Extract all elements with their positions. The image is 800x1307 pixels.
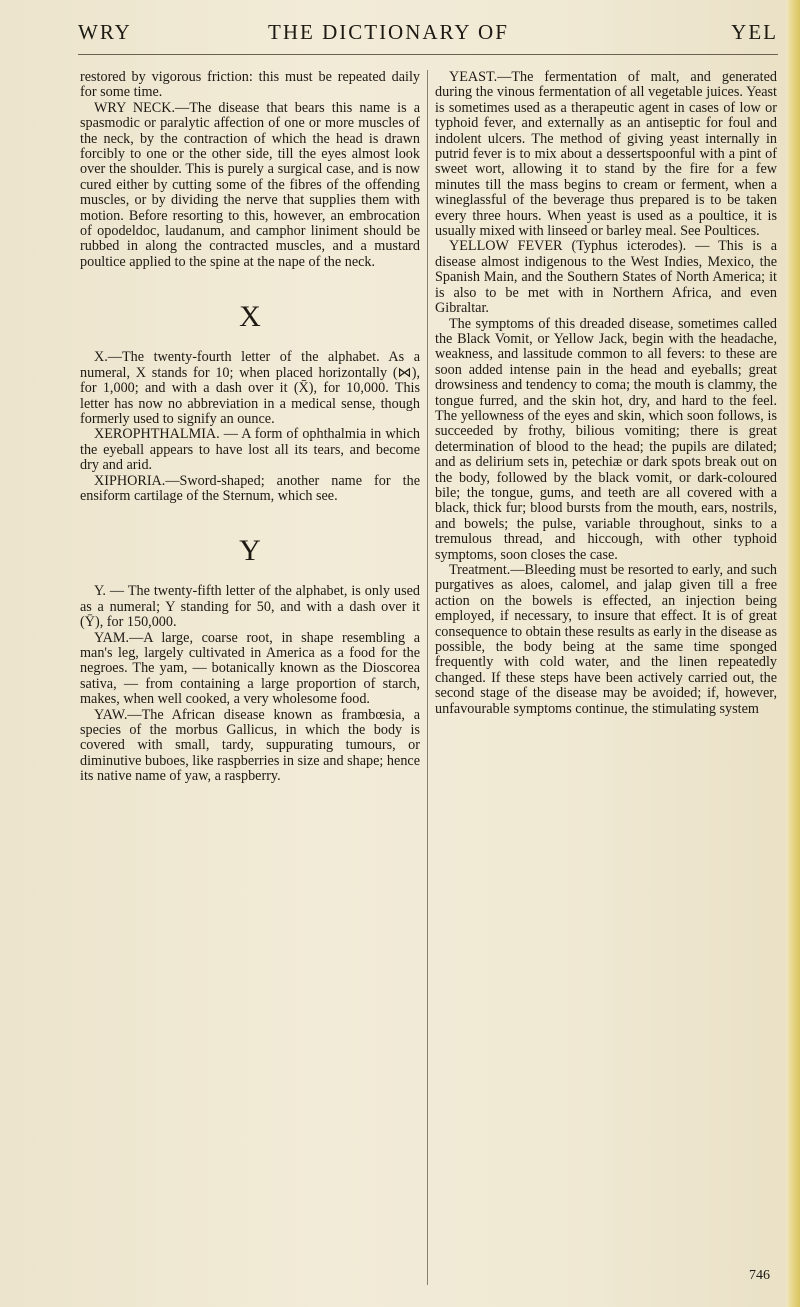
entry-wry-neck: WRY NECK.—The disease that bears this name is a spasmodic or paralytic affection of one or more muscles of the neck, by the contraction of which the head is drawn forcibly to one or the other side, till the eyes almost look over the shoulder. This is purely a surgical case, and is now cured either by cutting some of the fibres of the offending muscles, or by dividing the nerve that supplies them with motion. Before resorting to this, however, an embrocation of opodeldoc, laudanum, and camphor liniment should be rubbed in along the contracted muscles, and a mustard poultice applied to the spine at the nape of the neck. xyxy=(80,99,420,270)
paragraph: restored by vigorous friction: this must be repeated daily for some time. xyxy=(80,69,420,101)
right-column xyxy=(435,70,777,717)
entry-yellow-fever-treatment: Treatment.—Bleeding must be resorted to early, and such purgatives as aloes, calomel, and jalap given till a free action on the bowels is effected, an injection being employed, if necessary, to insure that effect. It is of great consequence to obtain these results as early in the disease as possible, the body being at the same time sponged frequently with cold water, and the linen repeatedly changed. If these steps have been actively carried out, the second stage of the disease may be avoided; if, however, unfavourable symptoms continue, the stimulating system xyxy=(435,562,777,717)
entry-yam: YAM.—A large, coarse root, in shape resembling a man's leg, largely cultivated in America as a food for the negroes. The yam, — botanically known as the Dioscorea sativa, — from containing a large proportion of starch, makes, when well cooked, a very wholesome food. xyxy=(80,629,420,708)
header-left: WRY xyxy=(78,20,132,44)
entry-yaw: YAW.—The African disease known as frambœsia, a species of the morbus Gallicus, in which the body is covered with small, tardy, suppurating tumours, or diminutive buboes, like raspberries in size and shape; hence its native name of yaw, a raspberry. xyxy=(80,706,421,785)
entry-yellow-fever: YELLOW FEVER (Typhus icterodes). — This is a disease almost indigenous to the West Indies, Mexico, the Spanish Main, and the Southern States of North America; it is also to be met with in Northern Africa, and even Gibraltar. xyxy=(435,238,777,317)
section-letter-x: X xyxy=(239,300,261,334)
column-divider xyxy=(427,70,428,1285)
entry-yellow-fever-symptoms: The symptoms of this dreaded disease, sometimes called the Black Vomit, or Yellow Jack, begin with the headache, weakness, and lassitude common to all fevers: to these are soon added intense pain in the head and eyeballs; great drowsiness and tendency to coma; the mouth is clammy, the tongue furred, and the skin hot, dry, and hard to the feel. The yellowness of the eyes and skin, which soon follows, is succeeded by frothy, bilious vomiting; there is great determination of blood to the head; the pupils are dilated; and as delirium sets in, petechiæ or dark spots break out on the body, followed by the black vomit, or dark-coloured bile; the tongue, gums, and teeth are all covered with a black, thick fur; blood bursts from the mouth, ears, nostrils, and bowels; the pulse, variable throughout, sinks to a tremulous thread, and hiccough, with other typhoid symptoms, soon closes the case. xyxy=(435,315,777,563)
section-letter-y: Y xyxy=(239,534,261,568)
header-center: THE DICTIONARY OF xyxy=(268,20,509,44)
page-edge xyxy=(786,0,800,1307)
left-column xyxy=(80,70,420,785)
header-rule xyxy=(78,54,778,55)
entry-x: X.—The twenty-fourth letter of the alphabet. As a numeral, X stands for 10; when placed horizontally (⋈), for 1,000; and with a dash over it (X̄), for 10,000. This letter has now no abbreviation in a medical sense, though formerly used to signify an ounce. xyxy=(80,349,420,427)
running-head xyxy=(78,20,778,50)
entry-xiphoria: XIPHORIA.—Sword-shaped; another name for the ensiform cartilage of the Sternum, which see. xyxy=(80,472,420,504)
entry-xerophthalmia: XEROPHTHALMIA. — A form of ophthalmia in which the eyeball appears to have lost all its tears, and become dry and arid. xyxy=(80,426,420,474)
entry-yeast: YEAST.—The fermentation of malt, and generated during the vinous fermentation of all vegetable juices. Yeast is sometimes used as a therapeutic agent in cases of low or typhoid fever, and externally as an antiseptic for foul and indolent ulcers. The method of giving yeast internally in putrid fever is to mix about a dessertspoonful with a pint of sweet wort, allowing it to stand by the fire for a few minutes till the mass begins to cream or ferment, when a wineglassful of the beverage thus prepared is to be taken every three hours. When yeast is used as a poultice, it is usually mixed with linseed or barley meal. See Poultices. xyxy=(435,69,777,240)
page-number: 746 xyxy=(749,1268,770,1283)
entry-y: Y. — The twenty-fifth letter of the alphabet, is only used as a numeral; Y standing for 50, and with a dash over it (Ȳ), for 150,000. xyxy=(80,583,420,631)
header-right: YEL xyxy=(731,20,778,44)
